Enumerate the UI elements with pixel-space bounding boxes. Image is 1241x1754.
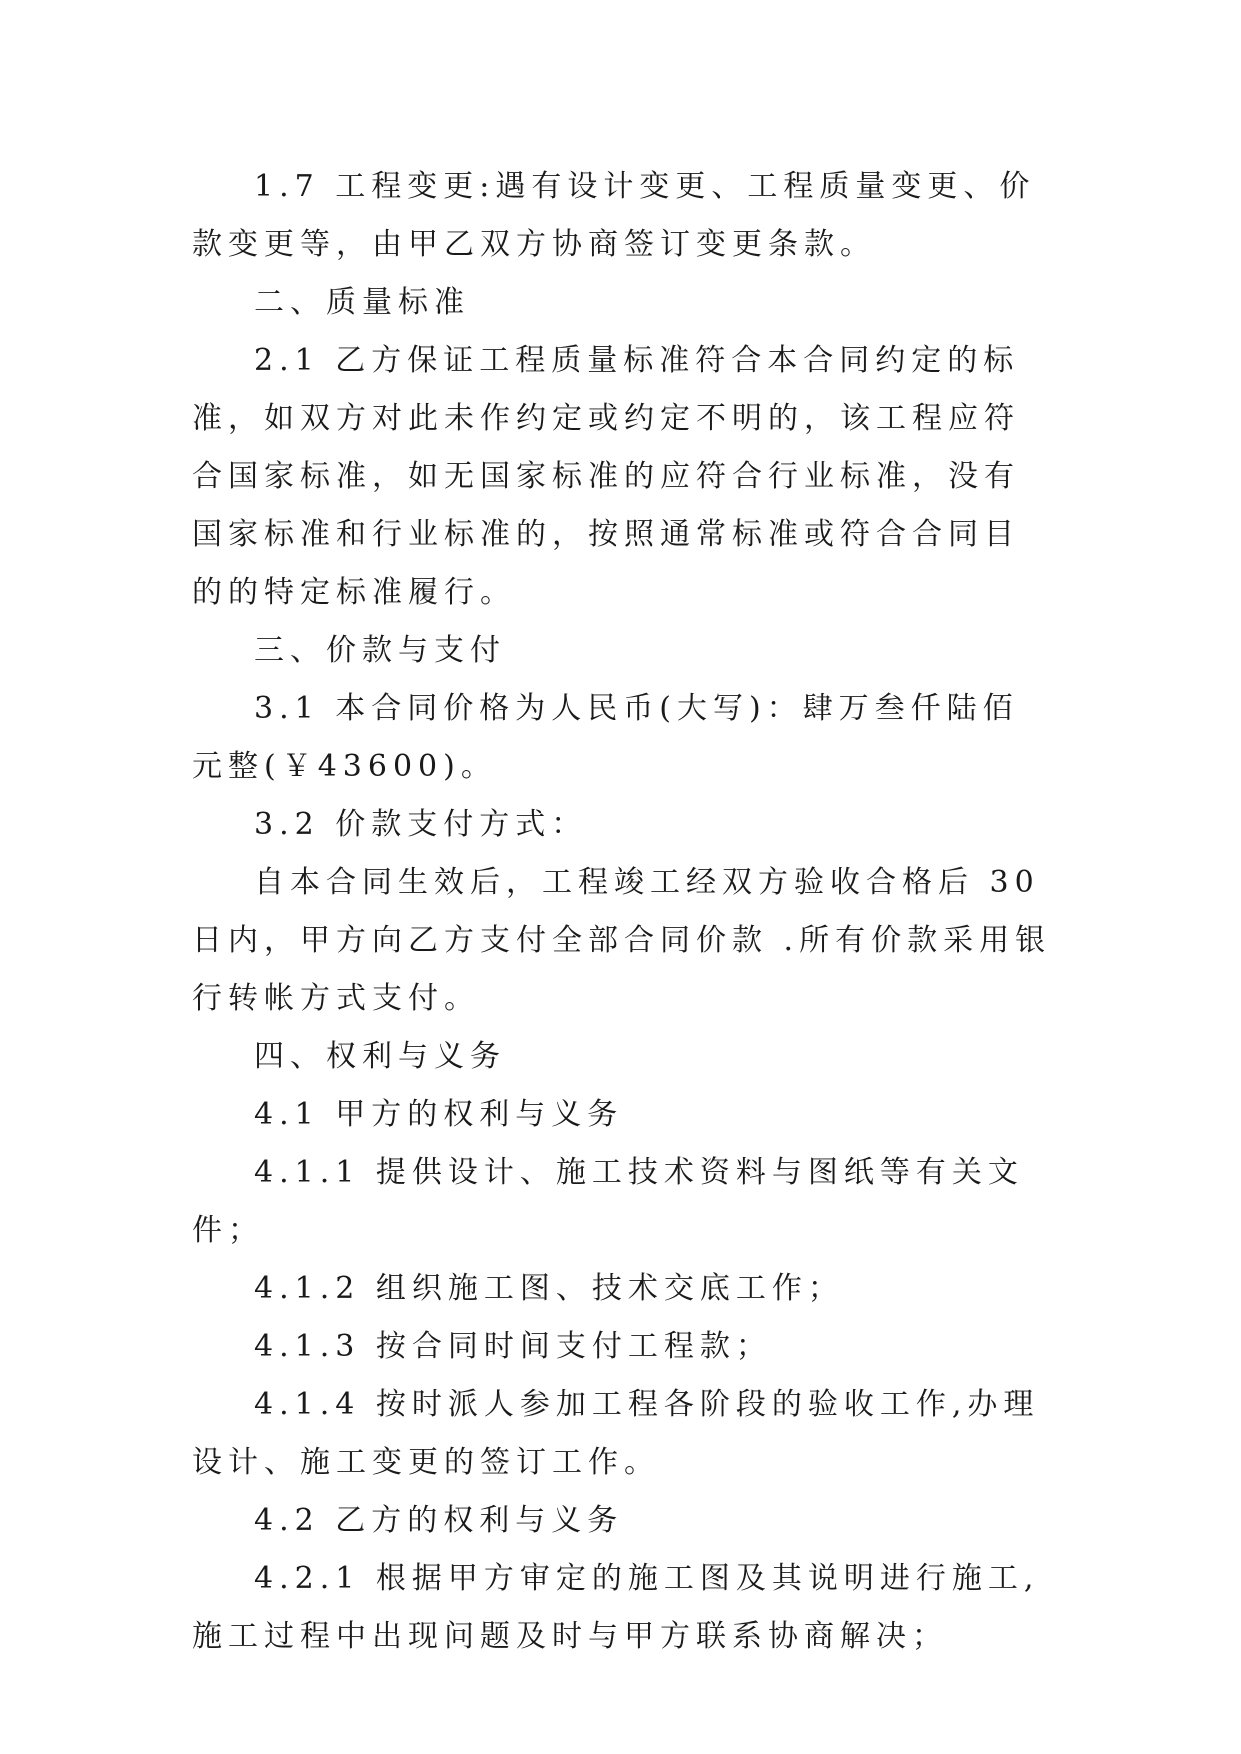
clause-4-2: 4.2 乙方的权利与义务 [254, 1503, 624, 1538]
clause-3-1: 3.1 本合同价格为人民币(大写)：肆万叁仟陆佰元整(￥43600)。 [192, 691, 1019, 784]
clause-4-1-2: 4.1.2 组织施工图、技术交底工作； [254, 1271, 844, 1306]
section-heading-payment: 三、价款与支付 [254, 633, 506, 668]
clause-4-1: 4.1 甲方的权利与义务 [254, 1097, 624, 1132]
clause-3-2-detail: 自本合同生效后，工程竣工经双方验收合格后 30 日内，甲方向乙方支付全部合同价款 .所有价款采用银行转帐方式支付。 [192, 865, 1056, 1016]
section-heading-rights: 四、权利与义务 [254, 1039, 506, 1074]
clause-4-2-1: 4.2.1 根据甲方审定的施工图及其说明进行施工,施工过程中出现问题及时与甲方联系协商解决； [192, 1561, 1040, 1654]
clause-3-2: 3.2 价款支付方式： [254, 807, 588, 842]
document-body [192, 158, 1056, 1666]
clause-4-1-1: 4.1.1 提供设计、施工技术资料与图纸等有关文件； [192, 1155, 1024, 1248]
clause-1-7: 1.7 工程变更:遇有设计变更、工程质量变更、价款变更等，由甲乙双方协商签订变更条款。 [192, 169, 1036, 262]
clause-2-1: 2.1 乙方保证工程质量标准符合本合同约定的标准，如双方对此未作约定或约定不明的，该工程应符合国家标准，如无国家标准的应符合行业标准，没有国家标准和行业标准的，按照通常标准或符合合同目的的特定标准履行。 [192, 343, 1020, 610]
section-heading-quality: 二、质量标准 [254, 285, 470, 320]
clause-4-1-3: 4.1.3 按合同时间支付工程款； [254, 1329, 772, 1364]
clause-4-1-4: 4.1.4 按时派人参加工程各阶段的验收工作,办理设计、施工变更的签订工作。 [192, 1387, 1040, 1480]
